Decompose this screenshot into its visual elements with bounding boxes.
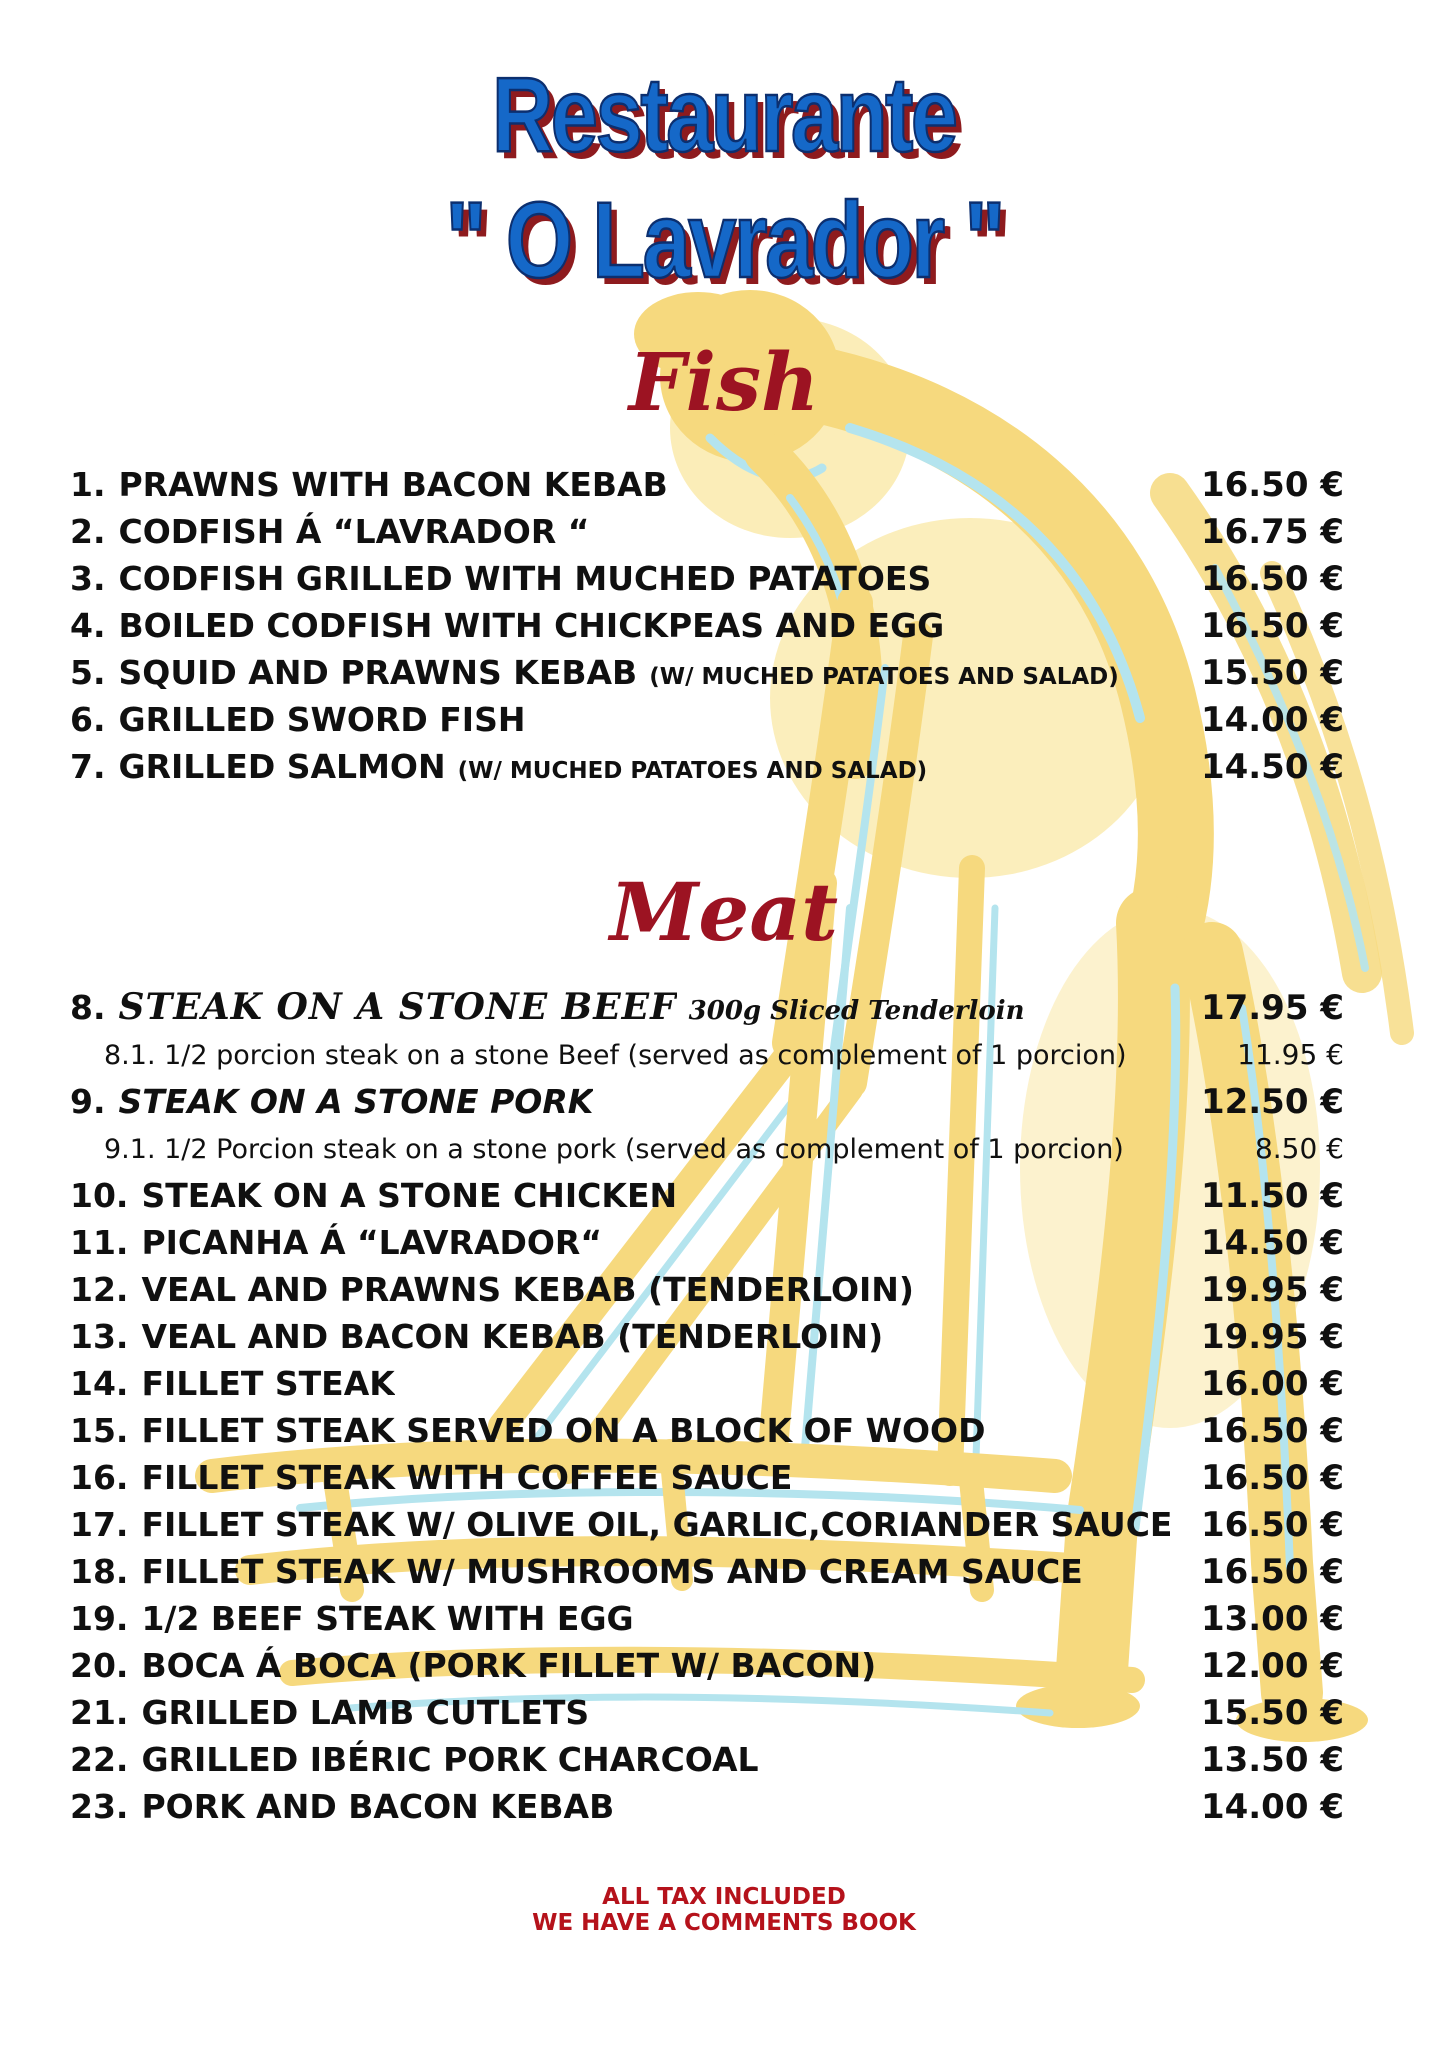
menu-item-number: 12. — [70, 1270, 129, 1309]
menu-item-row — [70, 1313, 1344, 1360]
menu-item-number: 23. — [70, 1787, 129, 1826]
menu-item-number: 6. — [70, 700, 106, 739]
meat-section-heading: Meat — [609, 865, 839, 959]
menu-item-name: CODFISH Á “LAVRADOR “ — [118, 512, 590, 551]
menu-item-name: PRAWNS WITH BACON KEBAB — [118, 465, 668, 504]
menu-item-number: 8. — [70, 988, 106, 1027]
menu-item-price: 16.50 € — [1200, 1505, 1344, 1545]
menu-item-price: 14.00 € — [1200, 1787, 1344, 1827]
menu-item-price: 16.50 € — [1200, 1411, 1344, 1451]
menu-item-price: 19.95 € — [1200, 1317, 1344, 1357]
menu-item-name: STEAK ON A STONE CHICKEN — [141, 1176, 678, 1215]
menu-item-name: GRILLED SALMON — [118, 747, 446, 786]
menu-item-row — [70, 649, 1344, 696]
menu-item-price: 15.50 € — [1200, 1693, 1344, 1733]
menu-item-price: 12.50 € — [1200, 1082, 1344, 1122]
menu-item-row — [70, 1172, 1344, 1219]
menu-item-note: (W/ MUCHED PATATOES AND SALAD) — [649, 664, 1119, 690]
menu-item-price: 19.95 € — [1200, 1270, 1344, 1310]
menu-item-number: 13. — [70, 1317, 129, 1356]
menu-item-number: 11. — [70, 1223, 129, 1262]
menu-item-row — [70, 1783, 1344, 1830]
menu-item-row — [70, 984, 1344, 1031]
menu-item-number: 2. — [70, 512, 106, 551]
menu-item-row — [70, 1219, 1344, 1266]
menu-item-row — [70, 461, 1344, 508]
menu-item-name: STEAK ON A STONE BEEF — [118, 986, 677, 1028]
restaurant-title-line2-text: " O Lavrador " — [445, 179, 1003, 300]
menu-item-number: 1. — [70, 465, 106, 504]
footer-comments-note: WE HAVE A COMMENTS BOOK — [532, 1910, 916, 1936]
menu-item-number: 7. — [70, 747, 106, 786]
menu-item-price: 14.00 € — [1200, 700, 1344, 740]
menu-item-name: CODFISH GRILLED WITH MUCHED PATATOES — [118, 559, 932, 598]
menu-item-row — [70, 1548, 1344, 1595]
menu-item-name: FILLET STEAK W/ MUSHROOMS AND CREAM SAUCE — [141, 1552, 1083, 1591]
menu-item-row — [70, 602, 1344, 649]
menu-item-price: 16.50 € — [1200, 606, 1344, 646]
fish-section-heading: Fish — [628, 335, 820, 429]
menu-item-row — [70, 1407, 1344, 1454]
menu-item-row — [70, 1454, 1344, 1501]
menu-item-price: 16.00 € — [1200, 1364, 1344, 1404]
menu-item-number: 10. — [70, 1176, 129, 1215]
menu-item-row — [70, 1642, 1344, 1689]
meat-item-list — [70, 984, 1344, 1830]
menu-item-number: 21. — [70, 1693, 129, 1732]
menu-item-row — [70, 743, 1344, 790]
menu-item-name: 8.1. 1/2 porcion steak on a stone Beef (served as complement of 1 porcion) — [104, 1040, 1127, 1071]
menu-item-price: 14.50 € — [1200, 747, 1344, 787]
fish-item-list — [70, 461, 1344, 790]
menu-item-name: PORK AND BACON KEBAB — [141, 1787, 615, 1826]
menu-item-number: 3. — [70, 559, 106, 598]
menu-item-note: 300g Sliced Tenderloin — [688, 996, 1025, 1026]
menu-item-number: 14. — [70, 1364, 129, 1403]
menu-item-row — [70, 1078, 1344, 1125]
menu-item-price: 16.50 € — [1200, 1552, 1344, 1592]
menu-item-price: 13.50 € — [1200, 1740, 1344, 1780]
menu-item-name: PICANHA Á “LAVRADOR“ — [141, 1223, 603, 1262]
menu-item-name: FILLET STEAK WITH COFFEE SAUCE — [141, 1458, 793, 1497]
menu-item-price: 14.50 € — [1200, 1223, 1344, 1263]
menu-item-name: 9.1. 1/2 Porcion steak on a stone pork (served as complement of 1 porcion) — [104, 1134, 1124, 1165]
menu-item-number: 9. — [70, 1082, 106, 1121]
menu-item-name: FILLET STEAK SERVED ON A BLOCK OF WOOD — [141, 1411, 986, 1450]
restaurant-title-line1-text: Restaurante — [492, 56, 956, 174]
menu-item-number: 18. — [70, 1552, 129, 1591]
footer-tax-note: ALL TAX INCLUDED — [602, 1884, 846, 1910]
menu-item-name: GRILLED IBÉRIC PORK CHARCOAL — [141, 1740, 759, 1779]
menu-item-number: 16. — [70, 1458, 129, 1497]
menu-item-price: 16.50 € — [1200, 1458, 1344, 1498]
menu-item-price: 16.50 € — [1200, 465, 1344, 505]
menu-item-row — [70, 1501, 1344, 1548]
menu-item-number: 22. — [70, 1740, 129, 1779]
menu-item-price: 8.50 € — [1254, 1132, 1344, 1165]
menu-item-note: (W/ MUCHED PATATOES AND SALAD) — [457, 758, 928, 784]
menu-item-row — [70, 1125, 1344, 1172]
menu-item-price: 17.95 € — [1200, 988, 1344, 1028]
menu-item-price: 13.00 € — [1200, 1599, 1344, 1639]
menu-item-name: VEAL AND PRAWNS KEBAB (TENDERLOIN) — [141, 1270, 915, 1309]
menu-item-name: VEAL AND BACON KEBAB (TENDERLOIN) — [141, 1317, 884, 1356]
menu-item-row — [70, 1266, 1344, 1313]
menu-item-price: 11.50 € — [1200, 1176, 1344, 1216]
menu-item-price: 11.95 € — [1237, 1038, 1344, 1071]
menu-item-row — [70, 696, 1344, 743]
menu-item-price: 15.50 € — [1200, 653, 1344, 693]
menu-item-price: 16.75 € — [1200, 512, 1344, 552]
menu-item-row — [70, 1595, 1344, 1642]
restaurant-title-line2 — [0, 179, 1448, 300]
menu-item-number: 15. — [70, 1411, 129, 1450]
menu-item-name: BOCA Á BOCA (PORK FILLET W/ BACON) — [141, 1646, 877, 1685]
menu-item-price: 12.00 € — [1200, 1646, 1344, 1686]
menu-item-name: FILLET STEAK W/ OLIVE OIL, GARLIC,CORIANDER SAUCE — [141, 1505, 1173, 1544]
menu-item-name: FILLET STEAK — [141, 1364, 395, 1403]
menu-item-price: 16.50 € — [1200, 559, 1344, 599]
restaurant-title-line1 — [0, 56, 1448, 174]
menu-item-name: SQUID AND PRAWNS KEBAB — [118, 653, 638, 692]
menu-item-row — [70, 1031, 1344, 1078]
menu-item-name: BOILED CODFISH WITH CHICKPEAS AND EGG — [118, 606, 945, 645]
menu-item-number: 19. — [70, 1599, 129, 1638]
menu-item-row — [70, 1736, 1344, 1783]
menu-item-name: GRILLED SWORD FISH — [118, 700, 526, 739]
menu-item-number: 5. — [70, 653, 106, 692]
menu-item-name: 1/2 BEEF STEAK WITH EGG — [141, 1599, 634, 1638]
menu-item-name: GRILLED LAMB CUTLETS — [141, 1693, 590, 1732]
menu-item-row — [70, 1689, 1344, 1736]
menu-item-row — [70, 1360, 1344, 1407]
menu-item-number: 4. — [70, 606, 106, 645]
menu-item-number: 17. — [70, 1505, 129, 1544]
menu-item-number: 20. — [70, 1646, 129, 1685]
menu-item-row — [70, 508, 1344, 555]
menu-item-row — [70, 555, 1344, 602]
menu-item-name: STEAK ON A STONE PORK — [118, 1082, 594, 1121]
